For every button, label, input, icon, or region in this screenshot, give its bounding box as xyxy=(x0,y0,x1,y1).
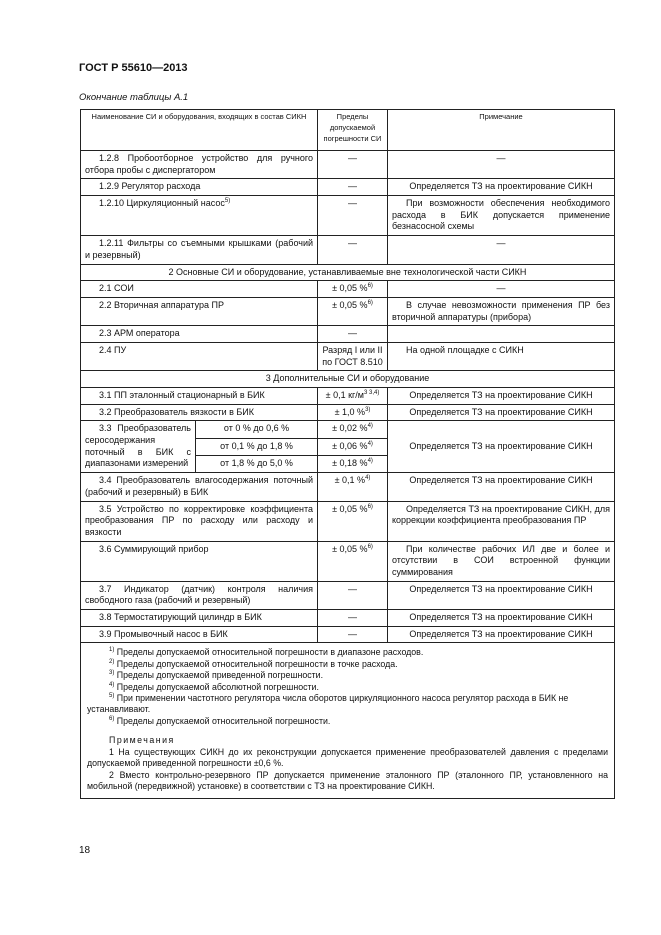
footnote xyxy=(87,716,608,727)
table-row xyxy=(81,388,615,405)
row-limit: — xyxy=(318,179,388,196)
row-name: 1.2.11 Фильтры со съемными крышками (рабочий и резервный) xyxy=(81,236,318,264)
row-limit-cell xyxy=(318,404,388,421)
row-limit: ± 0,06 % xyxy=(332,440,368,451)
footnote-ref: 4) xyxy=(367,457,373,464)
section-3-title: 3 Дополнительные СИ и оборудование xyxy=(81,371,615,388)
footnote-text: При применении частотного регулятора числа оборотов циркуляционного насоса регулятор расхода в БИК не устанавливают. xyxy=(87,693,569,715)
table-row xyxy=(81,501,615,541)
footnote-ref: 6) xyxy=(367,543,373,550)
row-name: 2.2 Вторичная аппаратура ПР xyxy=(81,297,318,325)
row-limit: — xyxy=(318,326,388,343)
row-note: Определяется ТЗ на проектирование СИКН xyxy=(388,388,615,405)
row-note: — xyxy=(388,151,615,179)
row-note: При возможности обеспечения необходимого расхода в БИК допускается применение безнасосной схемы xyxy=(388,196,615,236)
footnote xyxy=(87,647,608,658)
row-name-cell xyxy=(81,196,318,236)
row-limit: ± 1,0 % xyxy=(334,406,366,417)
row-name: 2.4 ПУ xyxy=(81,342,318,370)
footnote-text: Пределы допускаемой относительной погрешности. xyxy=(114,715,331,726)
row-limit-cell xyxy=(318,455,388,472)
table-row xyxy=(81,473,615,501)
row-limit-cell xyxy=(318,473,388,501)
footnotes-cell xyxy=(81,643,615,799)
table-row xyxy=(81,151,615,179)
note-item: 1 На существующих СИКН до их реконструкции допускается применение преобразователей давления с пределами допускаемой приведенной погрешности ±0,6 %. xyxy=(87,746,608,769)
section-2-title: 2 Основные СИ и оборудование, устанавливаемые вне технологической части СИКН xyxy=(81,264,615,281)
footnote-mark: 1) xyxy=(109,647,115,654)
row-note: На одной площадке с СИКН xyxy=(388,342,615,370)
row-name: 1.2.10 Циркуляционный насос xyxy=(99,198,225,209)
row-limit: ± 0,02 % xyxy=(332,423,368,434)
table-row xyxy=(81,196,615,236)
row-note: При количестве рабочих ИЛ две и более и отсутствии в СОИ встроенной функции суммирования xyxy=(388,541,615,581)
row-note xyxy=(388,326,615,343)
row-limit: — xyxy=(318,151,388,179)
page-number: 18 xyxy=(79,845,91,856)
row-name: 3.8 Термостатирующий цилиндр в БИК xyxy=(81,610,318,627)
footnote-text: Пределы допускаемой абсолютной погрешности. xyxy=(114,681,319,692)
row-name: 2.1 СОИ xyxy=(81,281,318,298)
footnote-mark: 4) xyxy=(109,681,115,688)
footnote-mark: 3) xyxy=(109,670,115,677)
table-row xyxy=(81,342,615,370)
footnote xyxy=(87,670,608,681)
row-name: 3.5 Устройство по корректировке коэффициента преобразования ПР по расходу или расходу и вязкости xyxy=(81,501,318,541)
row-limit-cell xyxy=(318,388,388,405)
footnote-mark: 5) xyxy=(109,693,115,700)
table-row xyxy=(81,581,615,609)
row-limit: — xyxy=(318,196,388,236)
row-name: 3.3 Преобразователь серосодержания поточный в БИК с диапазонами измерений xyxy=(81,421,196,473)
row-name: 3.9 Промывочный насос в БИК xyxy=(81,626,318,643)
table-row xyxy=(81,626,615,643)
row-limit: ± 0,05 % xyxy=(332,299,368,310)
section-row xyxy=(81,264,615,281)
table-row xyxy=(81,541,615,581)
document-id: ГОСТ Р 55610—2013 xyxy=(79,62,188,74)
row-limit: ± 0,05 % xyxy=(332,543,368,554)
row-note: В случае невозможности применения ПР без вторичной аппаратуры (прибора) xyxy=(388,297,615,325)
row-name: 1.2.8 Пробоотборное устройство для ручного отбора пробы с диспергатором xyxy=(81,151,318,179)
footnote-text: Пределы допускаемой приведенной погрешности. xyxy=(114,670,324,681)
row-note: Определяется ТЗ на проектирование СИКН xyxy=(388,610,615,627)
footnote-ref: 3) xyxy=(365,406,371,413)
footnote-ref: 6) xyxy=(367,283,373,290)
row-limit-cell xyxy=(318,541,388,581)
row-limit-cell xyxy=(318,281,388,298)
note-item: 2 Вместо контрольно-резервного ПР допускается применение эталонного ПР (эталонного ПР, установленного на мобильной (передвижной) установке) в соответствии с ТЗ на проектирование СИКН. xyxy=(87,769,608,792)
footnote xyxy=(87,682,608,693)
table-row xyxy=(81,404,615,421)
table-header-row xyxy=(81,110,615,151)
footnote-text: Пределы допускаемой относительной погрешности в диапазоне расходов. xyxy=(114,647,424,658)
table-row xyxy=(81,326,615,343)
header-limits: Пределы допускаемой погрешности СИ xyxy=(318,110,388,151)
row-limit: ± 0,05 % xyxy=(332,283,368,294)
row-note: — xyxy=(388,236,615,264)
row-limit: — xyxy=(318,610,388,627)
row-note: Определяется ТЗ на проектирование СИКН xyxy=(388,179,615,196)
row-name: 3.4 Преобразователь влагосодержания поточный (рабочий и резервный) в БИК xyxy=(81,473,318,501)
table-row xyxy=(81,179,615,196)
footnote-text: Пределы допускаемой относительной погрешности в точке расхода. xyxy=(114,658,398,669)
row-limit-cell xyxy=(318,438,388,455)
row-limit: — xyxy=(318,626,388,643)
row-note: Определяется ТЗ на проектирование СИКН xyxy=(388,404,615,421)
requirements-table xyxy=(80,109,615,799)
range-cell: от 1,8 % до 5,0 % xyxy=(196,455,318,472)
table-row xyxy=(81,281,615,298)
row-limit: — xyxy=(318,236,388,264)
footnote-mark: 6) xyxy=(109,715,115,722)
row-name: 3.6 Суммирующий прибор xyxy=(81,541,318,581)
range-cell: от 0,1 % до 1,8 % xyxy=(196,438,318,455)
footnote-ref: 4) xyxy=(365,475,371,482)
row-limit: — xyxy=(318,581,388,609)
table-row xyxy=(81,297,615,325)
section-row xyxy=(81,371,615,388)
row-note: Определяется ТЗ на проектирование СИКН xyxy=(388,473,615,501)
row-limit-cell xyxy=(318,421,388,438)
footnote xyxy=(87,693,608,716)
row-name: 2.3 АРМ оператора xyxy=(81,326,318,343)
table-row xyxy=(81,421,615,438)
row-note: Определяется ТЗ на проектирование СИКН, для коррекции коэффициента преобразования ПР xyxy=(388,501,615,541)
footnote-ref: 6) xyxy=(367,299,373,306)
footnote-ref: 6) xyxy=(367,503,373,510)
footnote xyxy=(87,659,608,670)
row-limit: ± 0,05 % xyxy=(332,503,368,514)
footnote-mark: 2) xyxy=(109,658,115,665)
table-row xyxy=(81,236,615,264)
footnote-ref: 5) xyxy=(224,198,231,205)
table-caption: Окончание таблицы А.1 xyxy=(79,92,189,103)
row-name: 3.2 Преобразователь вязкости в БИК xyxy=(81,404,318,421)
header-name: Наименование СИ и оборудования, входящих в состав СИКН xyxy=(81,110,318,151)
footnote-ref: 3,4) xyxy=(367,390,380,396)
row-name: 3.1 ПП эталонный стационарный в БИК xyxy=(81,388,318,405)
row-limit: ± 0,18 % xyxy=(332,457,368,468)
row-note: Определяется ТЗ на проектирование СИКН xyxy=(388,421,615,473)
row-limit-cell xyxy=(318,501,388,541)
row-note: Определяется ТЗ на проектирование СИКН xyxy=(388,626,615,643)
row-name: 1.2.9 Регулятор расхода xyxy=(81,179,318,196)
footnote-ref: 4) xyxy=(367,440,373,447)
row-limit: ± 0,1 кг/м xyxy=(325,390,364,400)
table-row xyxy=(81,610,615,627)
range-cell: от 0 % до 0,6 % xyxy=(196,421,318,438)
row-note: Определяется ТЗ на проектирование СИКН xyxy=(388,581,615,609)
row-limit-cell xyxy=(318,297,388,325)
notes-title: Примечания xyxy=(109,735,175,746)
row-note: — xyxy=(388,281,615,298)
footnote-ref: 4) xyxy=(367,423,373,430)
row-name: 3.7 Индикатор (датчик) контроля наличия свободного газа (рабочий и резервный) xyxy=(81,581,318,609)
footnotes-row xyxy=(81,643,615,799)
unit-exponent: 3 xyxy=(364,390,368,396)
row-limit: ± 0,1 % xyxy=(334,475,366,486)
row-limit: Разряд I или II по ГОСТ 8.510 xyxy=(318,342,388,370)
header-note: Примечание xyxy=(388,110,615,151)
